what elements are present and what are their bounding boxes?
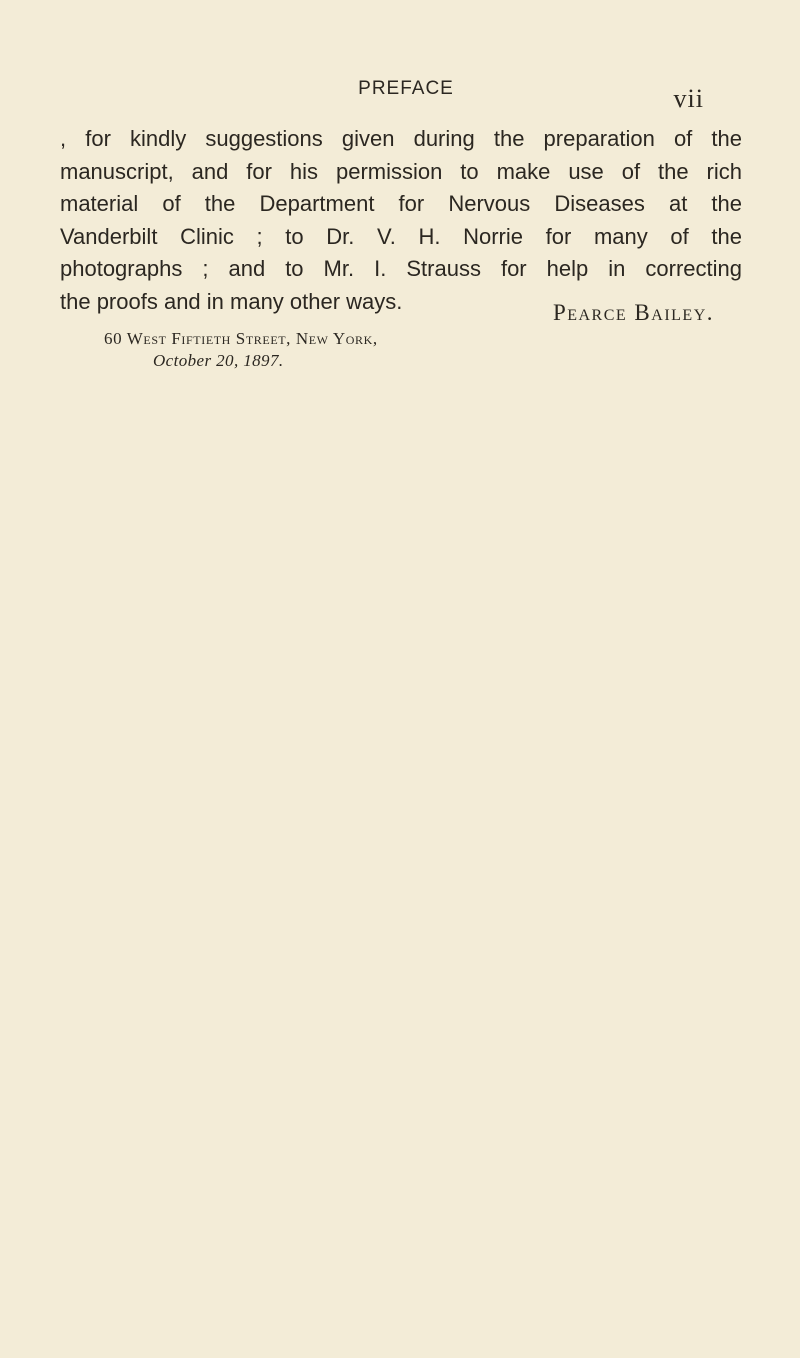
paragraph-line: material of the Department for Nervous Diseases at the: [60, 191, 742, 216]
page-number: vii: [673, 84, 704, 113]
paragraph-line: the proofs and in many other ways.: [60, 288, 403, 314]
author-signature: Pearce Bailey.: [552, 300, 714, 325]
paragraph-line: , for kindly suggestions given during the preparation of the: [60, 126, 742, 151]
author-address: 60 West Fiftieth Street, New York,: [104, 329, 378, 348]
paragraph-line: manuscript, and for his permission to make use of the rich: [60, 158, 742, 184]
paragraph-line: photographs ; and to Mr. I. Strauss for help in correcting: [60, 256, 742, 281]
preface-date: October 20, 1897.: [153, 351, 284, 370]
preface-paragraph: [60, 123, 742, 318]
running-head: PREFACE: [358, 78, 454, 99]
paragraph-line: Vanderbilt Clinic ; to Dr. V. H. Norrie for many of the: [60, 223, 742, 249]
